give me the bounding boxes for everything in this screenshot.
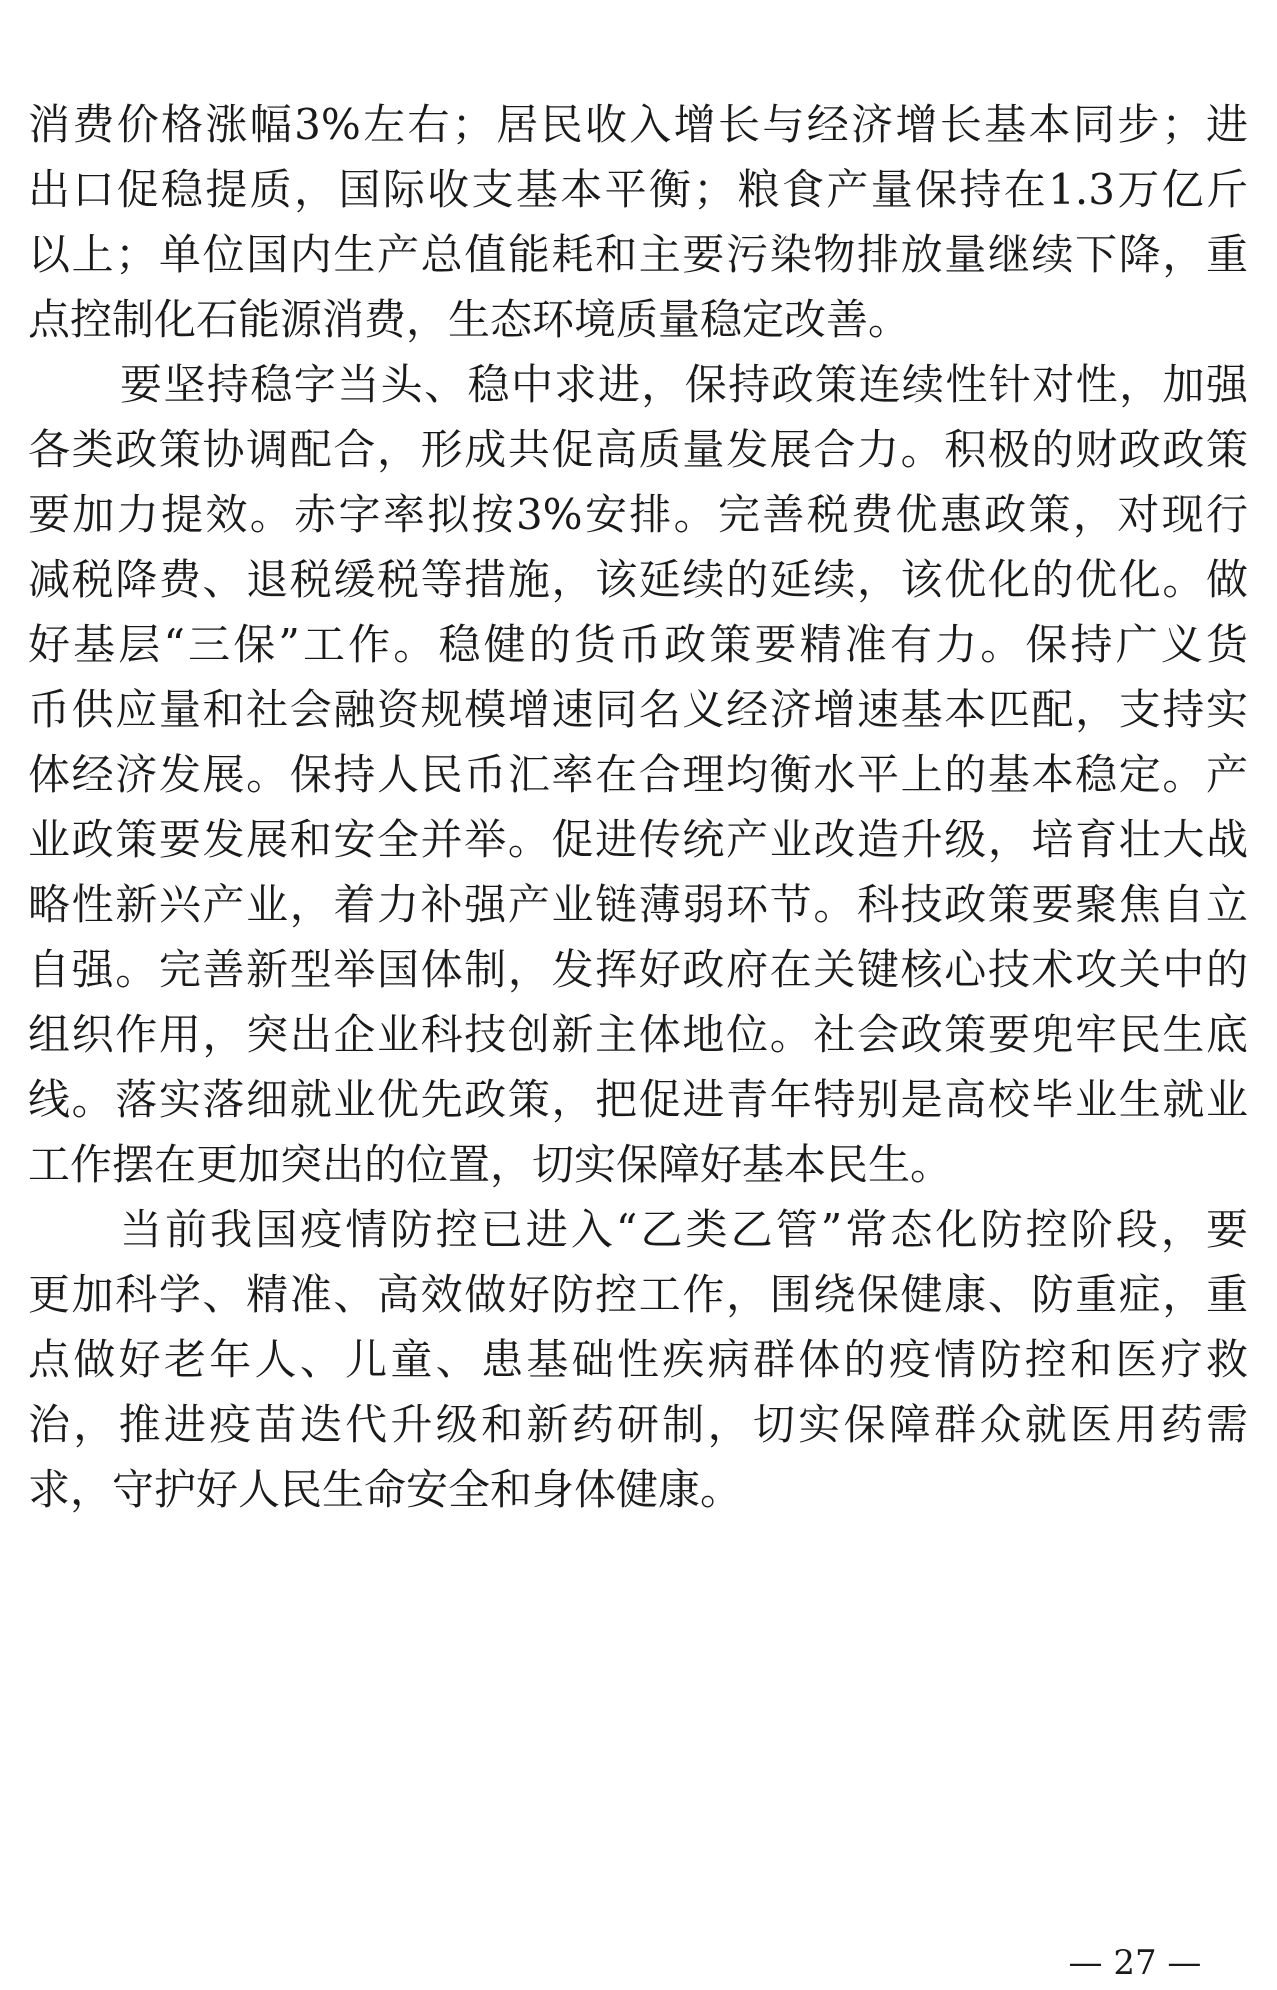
text-line: 点做好老年人、儿童、患基础性疾病群体的疫情防控和医疗救 <box>28 1335 1248 1384</box>
text-line: 要加力提效。赤字率拟按3%安排。完善税费优惠政策，对现行 <box>28 490 1248 539</box>
text-line: 自强。完善新型举国体制，发挥好政府在关键核心技术攻关中的 <box>28 945 1248 994</box>
text-line: 要坚持稳字当头、稳中求进，保持政策连续性针对性，加强 <box>120 360 1248 409</box>
text-line: 工作摆在更加突出的位置，切实保障好基本民生。 <box>28 1140 953 1189</box>
text-line: 币供应量和社会融资规模增速同名义经济增速基本匹配，支持实 <box>28 685 1248 734</box>
text-line: 求，守护好人民生命安全和身体健康。 <box>28 1465 743 1514</box>
text-line: 线。落实落细就业优先政策，把促进青年特别是高校毕业生就业 <box>28 1075 1248 1124</box>
text-line: 各类政策协调配合，形成共促高质量发展合力。积极的财政政策 <box>28 425 1248 474</box>
text-line: 减税降费、退税缓税等措施，该延续的延续，该优化的优化。做 <box>28 555 1248 604</box>
text-line: 体经济发展。保持人民币汇率在合理均衡水平上的基本稳定。产 <box>28 750 1248 799</box>
text-line: 更加科学、精准、高效做好防控工作，围绕保健康、防重症，重 <box>28 1270 1248 1319</box>
text-line: 点控制化石能源消费，生态环境质量稳定改善。 <box>28 295 911 344</box>
text-line: 略性新兴产业，着力补强产业链薄弱环节。科技政策要聚焦自立 <box>28 880 1248 929</box>
text-line: 当前我国疫情防控已进入“乙类乙管”常态化防控阶段，要 <box>120 1205 1248 1254</box>
text-line: 业政策要发展和安全并举。促进传统产业改造升级，培育壮大战 <box>28 815 1248 864</box>
text-line: 出口促稳提质，国际收支基本平衡；粮食产量保持在1.3万亿斤 <box>28 165 1248 214</box>
text-line: 好基层“三保”工作。稳健的货币政策要精准有力。保持广义货 <box>28 620 1248 669</box>
page-number: — 27 — <box>1068 1943 1202 1983</box>
text-line: 消费价格涨幅3%左右；居民收入增长与经济增长基本同步；进 <box>28 100 1248 149</box>
text-line: 治，推进疫苗迭代升级和新药研制，切实保障群众就医用药需 <box>28 1400 1248 1449</box>
text-line: 以上；单位国内生产总值能耗和主要污染物排放量继续下降，重 <box>28 230 1248 279</box>
text-line: 组织作用，突出企业科技创新主体地位。社会政策要兜牢民生底 <box>28 1010 1248 1059</box>
